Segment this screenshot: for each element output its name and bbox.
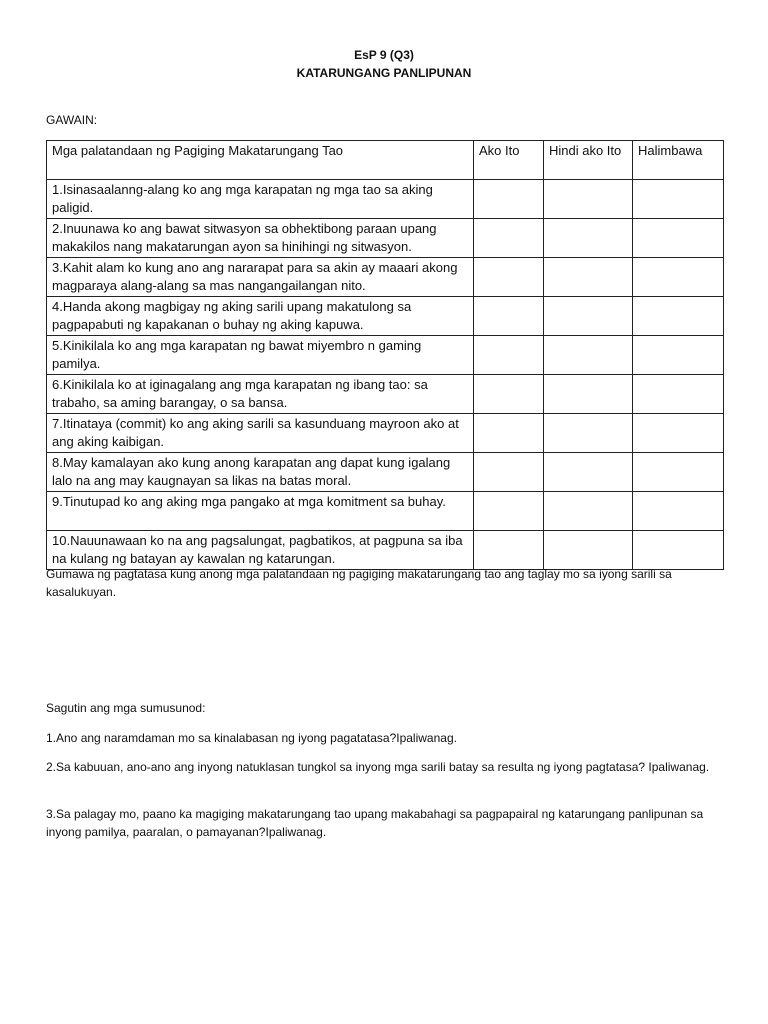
questions-heading: Sagutin ang mga sumusunod: [46,701,206,715]
header-halimbawa: Halimbawa [633,141,724,180]
document-title: EsP 9 (Q3) [354,48,414,62]
halimbawa-cell[interactable] [633,297,724,336]
assessment-table [46,140,724,570]
row-statement: 1.Isinasaalanng-alang ko ang mga karapatan ng mga tao sa aking paligid. [47,180,474,219]
ako-ito-cell[interactable] [474,492,544,531]
document-subtitle: KATARUNGANG PANLIPUNAN [296,66,472,80]
halimbawa-cell[interactable] [633,219,724,258]
hindi-ako-ito-cell[interactable] [544,375,633,414]
halimbawa-cell[interactable] [633,258,724,297]
ako-ito-cell[interactable] [474,219,544,258]
row-statement: 10.Nauunawaan ko na ang pagsalungat, pagbatikos, at pagpuna sa iba na kulang ng batayan ay kawalan ng katarungan. [47,531,474,570]
table-row [47,258,724,297]
halimbawa-cell[interactable] [633,414,724,453]
hindi-ako-ito-cell[interactable] [544,531,633,570]
header-hindi-ako-ito: Hindi ako Ito [544,141,633,180]
ako-ito-cell[interactable] [474,297,544,336]
halimbawa-cell[interactable] [633,375,724,414]
header-ako-ito: Ako Ito [474,141,544,180]
hindi-ako-ito-cell[interactable] [544,336,633,375]
ako-ito-cell[interactable] [474,453,544,492]
hindi-ako-ito-cell[interactable] [544,453,633,492]
table-row [47,414,724,453]
ako-ito-cell[interactable] [474,531,544,570]
table-row [47,219,724,258]
row-statement: 8.May kamalayan ako kung anong karapatan ang dapat kung igalang lalo na ang may kaugnayan sa likas na batas moral. [47,453,474,492]
table-row [47,492,724,531]
table-row [47,180,724,219]
ako-ito-cell[interactable] [474,375,544,414]
question-2: 2.Sa kabuuan, ano-ano ang inyong natuklasan tungkol sa inyong mga sarili batay sa resulta ng iyong pagtatasa? Ipaliwanag. [46,760,710,774]
ako-ito-cell[interactable] [474,180,544,219]
halimbawa-cell[interactable] [633,336,724,375]
ako-ito-cell[interactable] [474,258,544,297]
gawain-label: GAWAIN: [46,113,98,127]
halimbawa-cell[interactable] [633,531,724,570]
hindi-ako-ito-cell[interactable] [544,258,633,297]
hindi-ako-ito-cell[interactable] [544,180,633,219]
table-header-row [47,141,724,180]
row-statement: 2.Inuunawa ko ang bawat sitwasyon sa obhektibong paraan upang makakilos nang makatarungan ayon sa hinihingi ng sitwasyon. [47,219,474,258]
hindi-ako-ito-cell[interactable] [544,219,633,258]
instruction-text: Gumawa ng pagtatasa kung anong mga palatandaan ng pagiging makatarungang tao ang taglay mo sa iyong sarili sa kasalukuyan. [46,567,672,599]
halimbawa-cell[interactable] [633,180,724,219]
table-row [47,375,724,414]
table-row [47,531,724,570]
row-statement: 6.Kinikilala ko at iginagalang ang mga karapatan ng ibang tao: sa trabaho, sa aming barangay, o sa bansa. [47,375,474,414]
table-row [47,336,724,375]
row-statement: 3.Kahit alam ko kung ano ang nararapat para sa akin ay maaari akong magparaya alang-alang sa mas nangangailangan nito. [47,258,474,297]
header-palatandaan: Mga palatandaan ng Pagiging Makatarungang Tao [47,141,474,180]
row-statement: 4.Handa akong magbigay ng aking sarili upang makatulong sa pagpapabuti ng kapakanan o buhay ng aking kapuwa. [47,297,474,336]
ako-ito-cell[interactable] [474,414,544,453]
hindi-ako-ito-cell[interactable] [544,492,633,531]
question-3: 3.Sa palagay mo, paano ka magiging makatarungang tao upang makabahagi sa pagpapairal ng katarungang panlipunan sa inyong pamilya, paaralan, o pamayanan?Ipaliwanag. [46,807,704,839]
table-row [47,453,724,492]
question-1: 1.Ano ang naramdaman mo sa kinalabasan ng iyong pagatatasa?Ipaliwanag. [46,731,457,745]
hindi-ako-ito-cell[interactable] [544,414,633,453]
row-statement: 7.Itinataya (commit) ko ang aking sarili sa kasunduang mayroon ako at ang aking kaibigan. [47,414,474,453]
row-statement: 9.Tinutupad ko ang aking mga pangako at mga komitment sa buhay. [47,492,474,531]
halimbawa-cell[interactable] [633,492,724,531]
row-statement: 5.Kinikilala ko ang mga karapatan ng bawat miyembro n gaming pamilya. [47,336,474,375]
ako-ito-cell[interactable] [474,336,544,375]
halimbawa-cell[interactable] [633,453,724,492]
table-row [47,297,724,336]
hindi-ako-ito-cell[interactable] [544,297,633,336]
